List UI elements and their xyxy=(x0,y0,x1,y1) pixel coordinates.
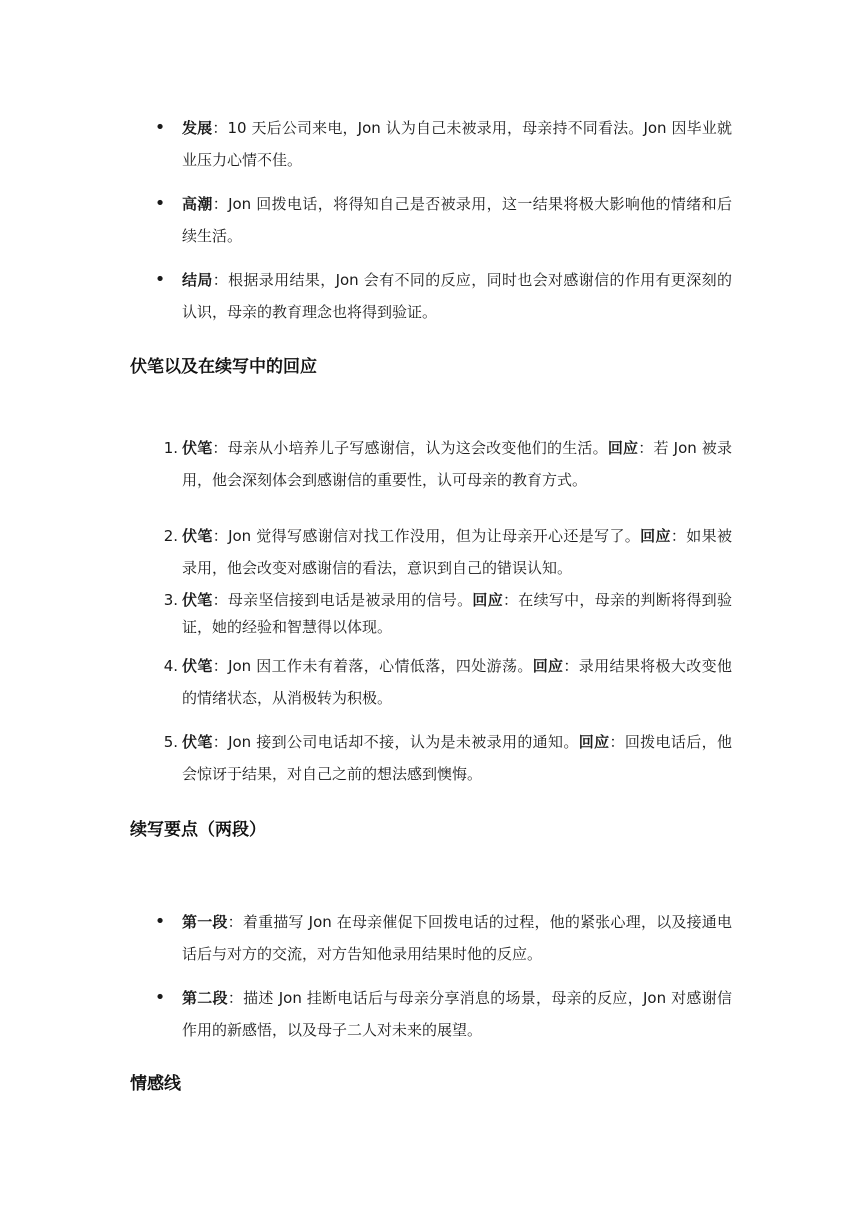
list-item-content: 伏笔：Jon 因工作未有着落，心情低落，四处游荡。回应：录用结果将极大改变他的情绪状态，从消极转为积极。 xyxy=(182,657,732,707)
bullet-marker: • xyxy=(154,117,166,138)
list-item-content: 第一段：着重描写 Jon 在母亲催促下回拨电话的过程，他的紧张心理，以及接通电话后与对方的交流，对方告知他录用结果时他的反应。 xyxy=(182,913,732,963)
item-text: 根据录用结果，Jon 会有不同的反应，同时也会对感谢信的作用有更深刻的认识，母亲的教育理念也将得到验证。 xyxy=(182,271,732,321)
item-label: 高潮 xyxy=(182,195,213,213)
bullet-marker: • xyxy=(154,987,166,1008)
item-label: 结局 xyxy=(182,271,213,289)
item-label: 发展 xyxy=(182,119,213,137)
list-item-content: 伏笔：Jon 觉得写感谢信对找工作没用，但为让母亲开心还是写了。回应：如果被录用，他会改变对感谢信的看法，意识到自己的错误认知。 xyxy=(182,527,732,577)
list-number: 5. xyxy=(163,733,178,751)
section-heading-foreshadow: 伏笔以及在续写中的回应 xyxy=(130,357,317,377)
section-heading-key-points: 续写要点（两段） xyxy=(130,820,266,840)
list-item-content: 伏笔：母亲坚信接到电话是被录用的信号。回应：在续写中，母亲的判断将得到验证，她的经验和智慧得以体现。 xyxy=(182,591,732,636)
section-heading-emotion: 情感线 xyxy=(130,1074,181,1094)
list-item-content: 伏笔：母亲从小培养儿子写感谢信，认为这会改变他们的生活。回应：若 Jon 被录用，他会深刻体会到感谢信的重要性，认可母亲的教育方式。 xyxy=(182,439,732,489)
item-label: 第二段 xyxy=(182,989,228,1007)
bullet-marker: • xyxy=(154,269,166,290)
item-label: 第一段 xyxy=(182,913,228,931)
list-number: 2. xyxy=(163,527,178,545)
list-item-content: 高潮：Jon 回拨电话，将得知自己是否被录用，这一结果将极大影响他的情绪和后续生活。 xyxy=(182,195,732,245)
list-item-content: 发展：10 天后公司来电，Jon 认为自己未被录用，母亲持不同看法。Jon 因毕业就业压力心情不佳。 xyxy=(182,119,732,169)
bullet-marker: • xyxy=(154,911,166,932)
list-number: 4. xyxy=(163,657,178,675)
bullet-marker: • xyxy=(154,193,166,214)
item-text: 10 天后公司来电，Jon 认为自己未被录用，母亲持不同看法。Jon 因毕业就业压力心情不佳。 xyxy=(182,119,732,169)
item-text: 着重描写 Jon 在母亲催促下回拨电话的过程，他的紧张心理，以及接通电话后与对方的交流，对方告知他录用结果时他的反应。 xyxy=(182,913,732,963)
list-item-content: 结局：根据录用结果，Jon 会有不同的反应，同时也会对感谢信的作用有更深刻的认识，母亲的教育理念也将得到验证。 xyxy=(182,271,732,321)
list-item-content: 第二段：描述 Jon 挂断电话后与母亲分享消息的场景，母亲的反应，Jon 对感谢信作用的新感悟，以及母子二人对未来的展望。 xyxy=(182,989,732,1039)
list-item-content: 伏笔：Jon 接到公司电话却不接，认为是未被录用的通知。回应：回拨电话后，他会惊讶于结果，对自己之前的想法感到懊悔。 xyxy=(182,733,732,783)
list-number: 1. xyxy=(163,439,178,457)
item-text: Jon 回拨电话，将得知自己是否被录用，这一结果将极大影响他的情绪和后续生活。 xyxy=(182,195,732,245)
item-text: 描述 Jon 挂断电话后与母亲分享消息的场景，母亲的反应，Jon 对感谢信作用的新感悟，以及母子二人对未来的展望。 xyxy=(182,989,732,1039)
list-number: 3. xyxy=(163,591,178,609)
